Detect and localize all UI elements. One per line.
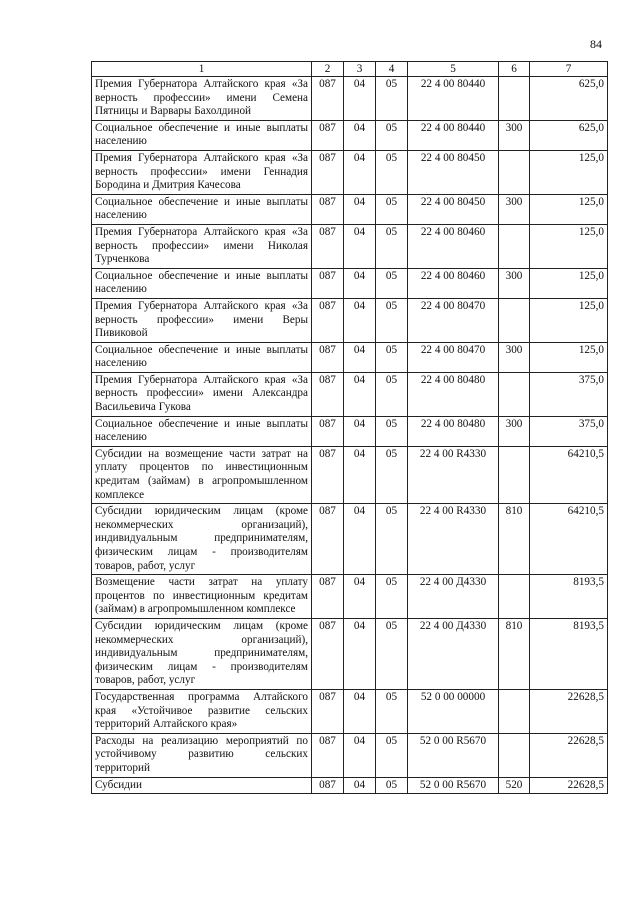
expense-type-code xyxy=(499,446,530,503)
section-code: 04 xyxy=(344,504,376,575)
expense-type-code: 810 xyxy=(499,618,530,689)
section-code: 04 xyxy=(344,416,376,446)
admin-code: 087 xyxy=(312,416,344,446)
subsection-code: 05 xyxy=(376,77,408,121)
subsection-code: 05 xyxy=(376,504,408,575)
admin-code: 087 xyxy=(312,446,344,503)
admin-code: 087 xyxy=(312,268,344,298)
expense-type-code xyxy=(499,77,530,121)
table-row xyxy=(92,777,608,794)
admin-code: 087 xyxy=(312,298,344,342)
row-name: Социальное обеспечение и иные выплаты населению xyxy=(92,120,312,150)
expense-type-code xyxy=(499,372,530,416)
expense-type-code xyxy=(499,150,530,194)
expense-type-code: 300 xyxy=(499,194,530,224)
section-code: 04 xyxy=(344,689,376,733)
table-row xyxy=(92,194,608,224)
section-code: 04 xyxy=(344,446,376,503)
target-item-code: 22 4 00 80470 xyxy=(408,342,499,372)
table-row xyxy=(92,504,608,575)
section-code: 04 xyxy=(344,224,376,268)
subsection-code: 05 xyxy=(376,777,408,794)
expense-type-code xyxy=(499,689,530,733)
expense-type-code xyxy=(499,733,530,777)
target-item-code: 22 4 00 Д4330 xyxy=(408,618,499,689)
target-item-code: 22 4 00 80440 xyxy=(408,120,499,150)
target-item-code: 22 4 00 80460 xyxy=(408,224,499,268)
expense-type-code: 300 xyxy=(499,342,530,372)
subsection-code: 05 xyxy=(376,224,408,268)
header-row xyxy=(92,62,608,77)
admin-code: 087 xyxy=(312,194,344,224)
amount: 125,0 xyxy=(530,268,608,298)
target-item-code: 52 0 00 R5670 xyxy=(408,777,499,794)
table-row xyxy=(92,342,608,372)
subsection-code: 05 xyxy=(376,150,408,194)
subsection-code: 05 xyxy=(376,372,408,416)
expense-type-code: 300 xyxy=(499,416,530,446)
column-header: 4 xyxy=(376,62,408,77)
amount: 8193,5 xyxy=(530,618,608,689)
column-header: 5 xyxy=(408,62,499,77)
table-row xyxy=(92,224,608,268)
subsection-code: 05 xyxy=(376,268,408,298)
amount: 375,0 xyxy=(530,416,608,446)
admin-code: 087 xyxy=(312,689,344,733)
subsection-code: 05 xyxy=(376,446,408,503)
admin-code: 087 xyxy=(312,777,344,794)
subsection-code: 05 xyxy=(376,194,408,224)
row-name: Социальное обеспечение и иные выплаты населению xyxy=(92,342,312,372)
target-item-code: 22 4 00 Д4330 xyxy=(408,575,499,619)
admin-code: 087 xyxy=(312,150,344,194)
section-code: 04 xyxy=(344,194,376,224)
row-name: Премия Губернатора Алтайского края «За верность профессии» имени Семена Пятницы и Варвары Бахолдиной xyxy=(92,77,312,121)
admin-code: 087 xyxy=(312,224,344,268)
admin-code: 087 xyxy=(312,120,344,150)
expense-type-code: 300 xyxy=(499,268,530,298)
target-item-code: 22 4 00 80440 xyxy=(408,77,499,121)
amount: 125,0 xyxy=(530,342,608,372)
subsection-code: 05 xyxy=(376,342,408,372)
row-name: Расходы на реализацию мероприятий по устойчивому развитию сельских территорий xyxy=(92,733,312,777)
row-name: Премия Губернатора Алтайского края «За верность профессии» имени Александра Васильевича Гукова xyxy=(92,372,312,416)
amount: 375,0 xyxy=(530,372,608,416)
target-item-code: 22 4 00 R4330 xyxy=(408,446,499,503)
subsection-code: 05 xyxy=(376,298,408,342)
target-item-code: 22 4 00 80450 xyxy=(408,194,499,224)
table-row xyxy=(92,268,608,298)
column-header: 7 xyxy=(530,62,608,77)
target-item-code: 22 4 00 80480 xyxy=(408,416,499,446)
amount: 125,0 xyxy=(530,298,608,342)
row-name: Государственная программа Алтайского края «Устойчивое развитие сельских территорий Алтайского края» xyxy=(92,689,312,733)
section-code: 04 xyxy=(344,120,376,150)
table-row xyxy=(92,416,608,446)
section-code: 04 xyxy=(344,298,376,342)
subsection-code: 05 xyxy=(376,618,408,689)
amount: 625,0 xyxy=(530,77,608,121)
subsection-code: 05 xyxy=(376,120,408,150)
admin-code: 087 xyxy=(312,733,344,777)
amount: 125,0 xyxy=(530,224,608,268)
column-header: 1 xyxy=(92,62,312,77)
section-code: 04 xyxy=(344,150,376,194)
expense-type-code xyxy=(499,575,530,619)
table-row xyxy=(92,120,608,150)
table-row xyxy=(92,372,608,416)
amount: 22628,5 xyxy=(530,777,608,794)
admin-code: 087 xyxy=(312,342,344,372)
page-number: 84 xyxy=(590,37,602,51)
section-code: 04 xyxy=(344,618,376,689)
section-code: 04 xyxy=(344,342,376,372)
target-item-code: 22 4 00 80460 xyxy=(408,268,499,298)
target-item-code: 22 4 00 R4330 xyxy=(408,504,499,575)
row-name: Социальное обеспечение и иные выплаты населению xyxy=(92,416,312,446)
expense-type-code xyxy=(499,224,530,268)
table-row xyxy=(92,298,608,342)
column-header: 2 xyxy=(312,62,344,77)
admin-code: 087 xyxy=(312,77,344,121)
table-row xyxy=(92,689,608,733)
subsection-code: 05 xyxy=(376,575,408,619)
target-item-code: 52 0 00 R5670 xyxy=(408,733,499,777)
column-header: 6 xyxy=(499,62,530,77)
amount: 8193,5 xyxy=(530,575,608,619)
amount: 22628,5 xyxy=(530,689,608,733)
amount: 625,0 xyxy=(530,120,608,150)
target-item-code: 22 4 00 80450 xyxy=(408,150,499,194)
table-row xyxy=(92,77,608,121)
row-name: Социальное обеспечение и иные выплаты населению xyxy=(92,268,312,298)
section-code: 04 xyxy=(344,268,376,298)
section-code: 04 xyxy=(344,575,376,619)
target-item-code: 22 4 00 80480 xyxy=(408,372,499,416)
subsection-code: 05 xyxy=(376,733,408,777)
table-row xyxy=(92,446,608,503)
row-name: Субсидии xyxy=(92,777,312,794)
admin-code: 087 xyxy=(312,575,344,619)
expense-type-code: 520 xyxy=(499,777,530,794)
admin-code: 087 xyxy=(312,618,344,689)
row-name: Социальное обеспечение и иные выплаты населению xyxy=(92,194,312,224)
expense-type-code xyxy=(499,298,530,342)
subsection-code: 05 xyxy=(376,416,408,446)
row-name: Премия Губернатора Алтайского края «За верность профессии» имени Николая Турченкова xyxy=(92,224,312,268)
column-header: 3 xyxy=(344,62,376,77)
section-code: 04 xyxy=(344,372,376,416)
amount: 22628,5 xyxy=(530,733,608,777)
table-row xyxy=(92,575,608,619)
row-name: Субсидии на возмещение части затрат на уплату процентов по инвестиционным кредитам (займам) в агропромышленном комплексе xyxy=(92,446,312,503)
table-row xyxy=(92,618,608,689)
section-code: 04 xyxy=(344,733,376,777)
amount: 64210,5 xyxy=(530,446,608,503)
expense-type-code: 810 xyxy=(499,504,530,575)
target-item-code: 22 4 00 80470 xyxy=(408,298,499,342)
row-name: Премия Губернатора Алтайского края «За верность профессии» имени Геннадия Бородина и Дмитрия Качесова xyxy=(92,150,312,194)
expense-type-code: 300 xyxy=(499,120,530,150)
admin-code: 087 xyxy=(312,504,344,575)
table-row xyxy=(92,733,608,777)
admin-code: 087 xyxy=(312,372,344,416)
row-name: Субсидии юридическим лицам (кроме некоммерческих организаций), индивидуальным предпринимателям, физическим лицам - производителям товаров, работ, услуг xyxy=(92,504,312,575)
target-item-code: 52 0 00 00000 xyxy=(408,689,499,733)
subsection-code: 05 xyxy=(376,689,408,733)
budget-table xyxy=(91,61,608,794)
section-code: 04 xyxy=(344,777,376,794)
amount: 64210,5 xyxy=(530,504,608,575)
amount: 125,0 xyxy=(530,194,608,224)
row-name: Субсидии юридическим лицам (кроме некоммерческих организаций), индивидуальным предпринимателям, физическим лицам - производителям товаров, работ, услуг xyxy=(92,618,312,689)
amount: 125,0 xyxy=(530,150,608,194)
section-code: 04 xyxy=(344,77,376,121)
table-row xyxy=(92,150,608,194)
row-name: Премия Губернатора Алтайского края «За верность профессии» имени Веры Пивиковой xyxy=(92,298,312,342)
row-name: Возмещение части затрат на уплату процентов по инвестиционным кредитам (займам) в агропромышленном комплексе xyxy=(92,575,312,619)
